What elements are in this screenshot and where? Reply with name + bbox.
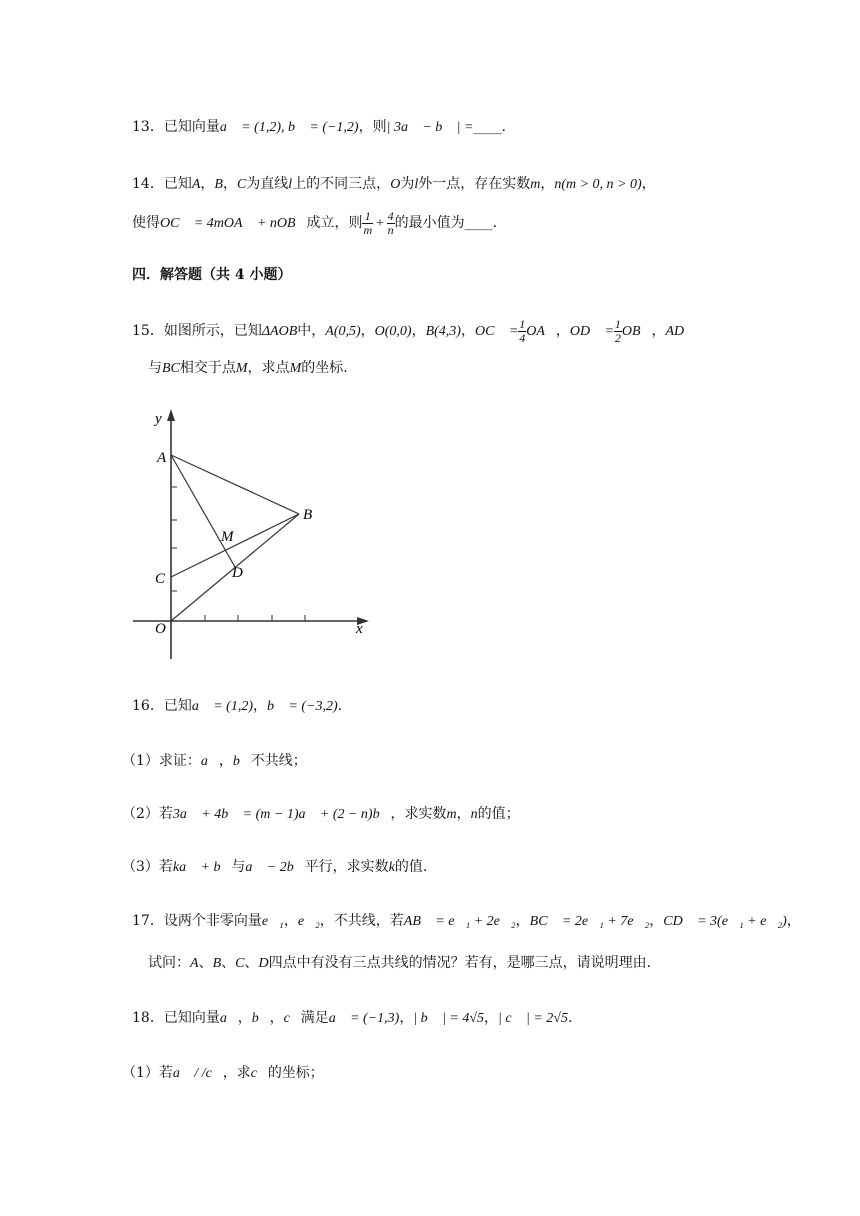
question-number: 16． <box>132 698 164 714</box>
fraction: $\frac{4}{n}$ <box>387 208 394 237</box>
question-13: 13．已知向量a⃗ = (1,2), b⃗ = (−1,2)，则| 3a⃗ − b⃗ | =____. <box>132 119 506 135</box>
question-16-part-2: （2）若3a⃗ + 4b⃗ = (m − 1)a⃗ + (2 − n)b⃗，求实数m，n的值； <box>122 806 520 822</box>
answer-blank: ____. <box>473 119 506 135</box>
question-15-line-2: 与BC相交于点M，求点M的坐标. <box>148 360 348 376</box>
label-x: x <box>356 621 363 637</box>
formula: a⃗ = (1,2), b⃗ = (−1,2) <box>219 120 359 135</box>
label-O: O <box>155 621 166 637</box>
label-C: C <box>155 571 166 587</box>
question-number: 14． <box>132 176 164 192</box>
formula: | 3a⃗ − b⃗ | = <box>386 120 474 135</box>
question-number: 13． <box>132 119 164 135</box>
fraction: $\frac{1}{2}$ <box>614 316 621 345</box>
label-D: D <box>232 565 243 581</box>
label-y: y <box>155 411 162 427</box>
formula: OC⃗ = 4mOA⃗ + nOB⃗ <box>160 216 307 231</box>
section-heading: 四．解答题（共 4 小题） <box>132 267 292 283</box>
question-17: 17．设两个非零向量e⃗₁，e⃗₂，不共线，若AB⃗ = e⃗₁ + 2e⃗₂，BC⃗ = 2e⃗₁ + 7e⃗₂，CD⃗ = 3(e⃗₁ + e⃗₂)， <box>132 913 801 929</box>
question-14-line-2: 使得OC⃗ = 4mOA⃗ + nOB⃗成立，则 $\frac{1}{m}$ + $\frac{4}{n}$ 的最小值为____. <box>132 208 498 237</box>
fraction: $\frac{1}{4}$ <box>519 316 526 345</box>
question-18: 18．已知向量a⃗，b⃗，c⃗满足a⃗ = (−1,3)，| b⃗ | = 4√5，| c⃗ | = 2√5. <box>132 1010 573 1026</box>
question-18-part-1: （1）若a⃗ / /c⃗，求c⃗的坐标； <box>122 1065 324 1081</box>
y-axis-arrow <box>167 409 175 421</box>
question-17-line-2: 试问：A、B、C、D四点中有没有三点共线的情况？若有，是哪三点，请说明理由. <box>148 955 652 971</box>
question-number: 15． <box>132 323 164 339</box>
label-A: A <box>157 450 167 466</box>
triangle-figure <box>125 405 385 665</box>
segment-AB <box>171 455 299 514</box>
label-M: M <box>221 529 234 545</box>
question-number: 18． <box>132 1010 164 1026</box>
question-15: 15．如图所示，已知ΔAOB中，A(0,5)，O(0,0)，B(4,3)，OC⃗ = $\frac{1}{4}$ OA⃗，OD⃗ = $\frac{1}{2}$ OB⃗，AD <box>132 316 685 345</box>
label-B: B <box>303 507 313 523</box>
question-16-part-1: （1）求证：a⃗，b⃗不共线； <box>122 753 307 769</box>
question-16: 16．已知a⃗ = (1,2)，b⃗ = (−3,2). <box>132 698 343 714</box>
fraction: $\frac{1}{m}$ <box>363 208 373 237</box>
question-14: 14．已知A，B，C为直线l上的不同三点，O为l外一点，存在实数m，n(m > 0, n > 0)， <box>132 176 656 192</box>
x-ticks <box>205 615 305 621</box>
question-16-part-3: （3）若ka⃗ + b⃗与a⃗ − 2b⃗平行，求实数k的值. <box>122 859 428 875</box>
question-number: 17． <box>132 913 164 929</box>
segment-AD <box>171 455 235 567</box>
